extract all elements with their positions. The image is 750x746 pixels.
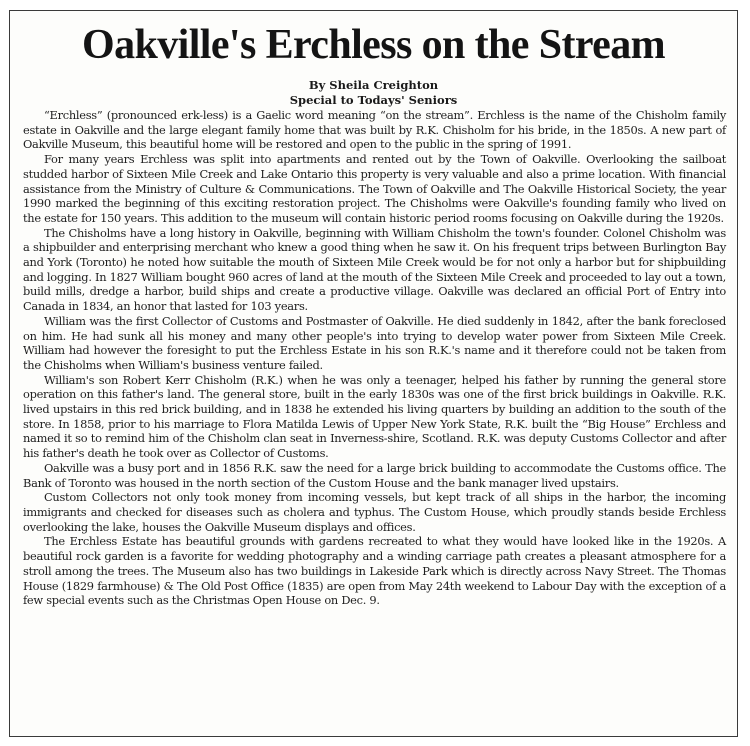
author-name: By Sheila Creighton xyxy=(308,78,439,92)
article-body xyxy=(23,108,726,608)
paragraph: The Chisholms have a long history in Oakville, beginning with William Chisholm the town's founder. Colonel Chisholm was a shipbuilder and enterprising merchant who knew a good thing when he saw it. On his frequent trips between Burlington Bay and York (Toronto) he noted how suitable the mouth of Sixteen Mile Creek would be for not only a harbor but for shipbuilding and logging. In 1827 William bought 960 acres of land at the mouth of the Sixteen Mile Creek and proceeded to lay out a town, build mills, dredge a harbor, build ships and create a productive village. Oakville was declared an official Port of Entry into Canada in 1834, an honor that lasted for 103 years. xyxy=(23,225,726,314)
paragraph: William was the first Collector of Customs and Postmaster of Oakville. He died suddenly in 1842, after the bank foreclosed on him. He had sunk all his money and many other people's into trying to develop water power from Sixteen Mile Creek. William had however the foresight to put the Erchless Estate in his son R.K.'s name and it therefore could not be taken from the Chisholms when William's business venture failed. xyxy=(23,313,726,372)
paragraph: Oakville was a busy port and in 1856 R.K. saw the need for a large brick building to accommodate the Customs office. The Bank of Toronto was housed in the north section of the Custom House and the bank manager lived upstairs. xyxy=(23,460,726,490)
paragraph: “Erchless” (pronounced erk-less) is a Gaelic word meaning “on the stream”. Erchless is the name of the Chisholm family estate in Oakville and the large elegant family home that was built by R.K. Chisholm for his bride, in the 1850s. A new part of Oakville Museum, this beautiful home will be restored and open to the public in the spring of 1991. xyxy=(23,108,726,152)
paragraph: The Erchless Estate has beautiful grounds with gardens recreated to what they would have looked like in the 1920s. A beautiful rock garden is a favorite for wedding photography and a winding carriage path creates a pleasant atmosphere for a stroll among the trees. The Museum also has two buildings in Lakeside Park which is directly across Navy Street. The Thomas House (1829 farmhouse) & The Old Post Office (1835) are open from May 24th weekend to Labour Day with the exception of a few special events such as the Christmas Open House on Dec. 9. xyxy=(23,534,726,608)
paragraph: Custom Collectors not only took money from incoming vessels, but kept track of all ships in the harbor, the incoming immigrants and checked for diseases such as cholera and typhus. The Custom House, which proudly stands beside Erchless overlooking the lake, houses the Oakville Museum displays and offices. xyxy=(23,490,726,534)
byline xyxy=(10,78,737,108)
headline: Oakville's Erchless on the Stream xyxy=(82,22,665,68)
newspaper-clipping xyxy=(9,10,738,737)
paragraph: For many years Erchless was split into apartments and rented out by the Town of Oakville. Overlooking the sailboat studded harbor of Sixteen Mile Creek and Lake Ontario this property is very valuable and also a prime location. With financial assistance from the Ministry of Culture & Communications. The Town of Oakville and The Oakville Historical Society, the year 1990 marked the beginning of this exciting restoration project. The Chisholms were Oakville's founding family who lived on the estate for 150 years. This addition to the museum will contain historic period rooms focusing on Oakville during the 1920s. xyxy=(23,152,726,225)
publication-credit: Special to Todays' Seniors xyxy=(289,93,458,107)
paragraph: William's son Robert Kerr Chisholm (R.K.) when he was only a teenager, helped his father by running the general store operation on this father's land. The general store, built in the early 1830s was one of the first brick buildings in Oakville. R.K. lived upstairs in this red brick building, and in 1838 he extended his living quarters by building an addition to the south of the store. In 1858, prior to his marriage to Flora Matilda Lewis of Upper New York State, R.K. built the “Big House” Erchless and named it so to remind him of the Chisholm clan seat in Inverness-shire, Scotland. R.K. was deputy Customs Collector and after his father's death he took over as Collector of Customs. xyxy=(23,372,726,461)
